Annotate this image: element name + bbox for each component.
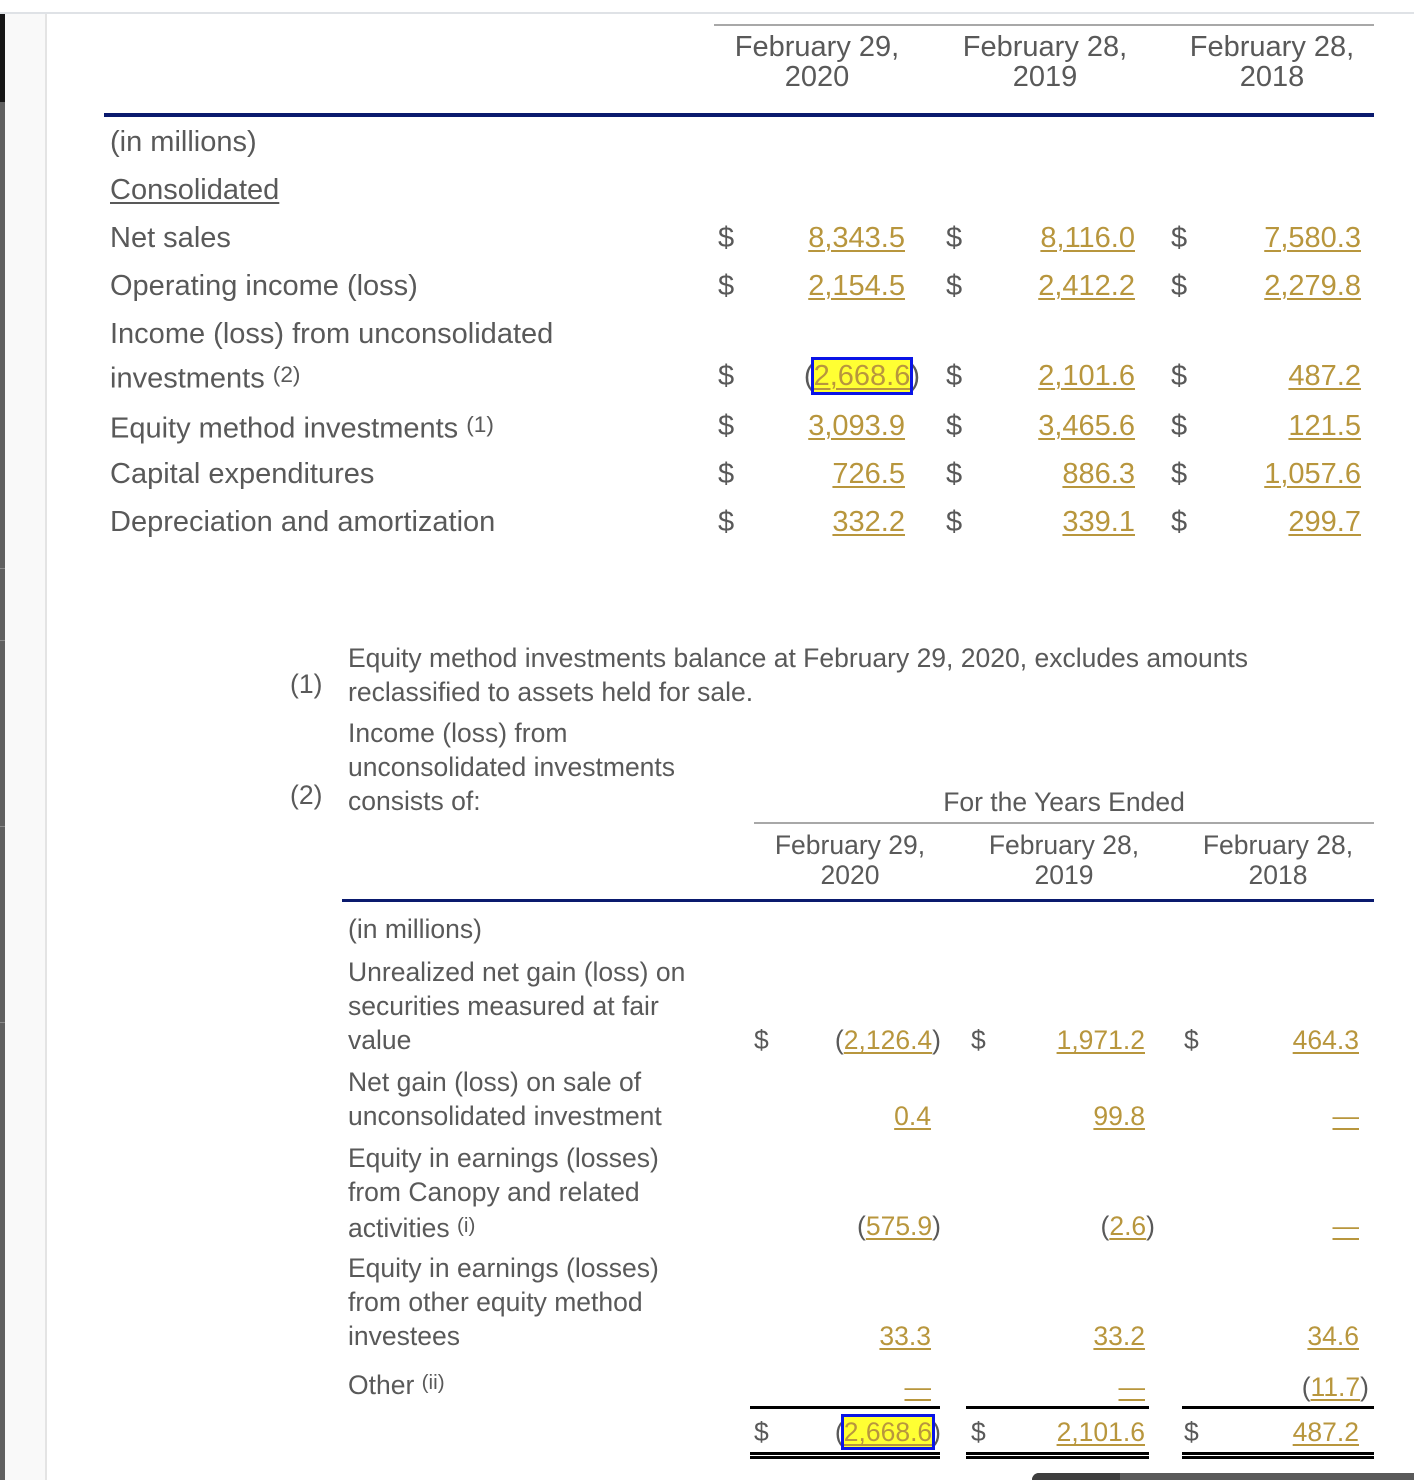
total-double-rule xyxy=(966,1452,1149,1459)
value-link[interactable]: 726.5 xyxy=(832,458,905,490)
window-top-border xyxy=(0,12,1414,14)
value-link[interactable]: 2,412.2 xyxy=(1038,270,1135,302)
row-label-line: Net gain (loss) on sale of xyxy=(348,1067,642,1097)
value-cell[interactable]: (2,126.4) xyxy=(834,1025,941,1055)
footnote-ref[interactable]: (i) xyxy=(457,1214,476,1237)
footnote-text-line1: Equity method investments balance at February 29, 2020, excludes amounts xyxy=(348,643,1249,673)
value-link[interactable]: 34.6 xyxy=(1307,1321,1359,1351)
value-link[interactable]: — xyxy=(1332,1101,1359,1131)
currency-symbol: $ xyxy=(971,1025,986,1055)
subtotal-rule xyxy=(966,1406,1149,1409)
currency-symbol: $ xyxy=(1171,360,1188,392)
subtotal-rule xyxy=(1182,1406,1374,1409)
column-header-line2: 2018 xyxy=(1239,61,1305,93)
section-label-consolidated: Consolidated xyxy=(110,174,280,206)
value-cell[interactable] xyxy=(1215,1415,1359,1449)
value-link[interactable]: 575.9 xyxy=(865,1211,933,1241)
value-cell[interactable] xyxy=(1215,409,1361,443)
currency-symbol: $ xyxy=(754,1025,769,1055)
column-header-2018 xyxy=(1180,830,1376,890)
group-header-rule xyxy=(754,822,1374,824)
value-cell[interactable] xyxy=(1215,505,1361,539)
row-label-line: investees xyxy=(348,1321,460,1351)
row-label-line: from Canopy and related xyxy=(348,1177,640,1207)
value-cell[interactable] xyxy=(990,221,1135,255)
row-label-line: securities measured at fair xyxy=(348,991,659,1021)
value-link[interactable]: 2,154.5 xyxy=(808,270,905,302)
value-link[interactable]: 299.7 xyxy=(1288,506,1361,538)
row-label-line: from other equity method xyxy=(348,1287,643,1317)
footnote-text-line2: reclassified to assets held for sale. xyxy=(348,677,754,707)
value-cell[interactable] xyxy=(1000,1099,1145,1133)
value-cell[interactable] xyxy=(760,269,905,303)
row-label-line: Equity in earnings (losses) xyxy=(348,1143,659,1173)
header-bottom-rule xyxy=(104,113,1374,117)
currency-symbol: $ xyxy=(718,222,735,254)
value-cell[interactable] xyxy=(790,1319,931,1353)
value-link[interactable]: 1,971.2 xyxy=(1056,1025,1145,1055)
row-label-line: Unrealized net gain (loss) on xyxy=(348,957,686,987)
currency-symbol: $ xyxy=(1171,458,1188,490)
scrollbar-thumb[interactable] xyxy=(1032,1473,1120,1480)
value-link[interactable]: 464.3 xyxy=(1292,1025,1359,1055)
value-cell[interactable] xyxy=(790,1099,931,1133)
column-header-line2: 2020 xyxy=(784,61,850,93)
value-link[interactable]: 3,465.6 xyxy=(1038,410,1135,442)
value-link[interactable]: 2,101.6 xyxy=(1056,1417,1145,1447)
currency-symbol: $ xyxy=(946,222,963,254)
value-link[interactable]: 2,279.8 xyxy=(1264,270,1361,302)
value-cell[interactable] xyxy=(760,221,905,255)
column-header-line1: February 28, xyxy=(988,830,1140,860)
value-cell[interactable] xyxy=(1215,1023,1359,1057)
value-cell[interactable] xyxy=(1000,1415,1145,1449)
value-cell[interactable] xyxy=(990,359,1135,393)
currency-symbol: $ xyxy=(1171,410,1188,442)
column-header-2019 xyxy=(944,32,1146,92)
highlighted-value-link[interactable]: 2,668.6 xyxy=(813,360,911,392)
header-bottom-rule xyxy=(342,899,1374,902)
value-link[interactable]: 2.6 xyxy=(1109,1211,1147,1241)
row-label-line: activities xyxy=(348,1213,450,1244)
row-label: Operating income (loss) xyxy=(110,270,418,302)
footnote-text-line1: Income (loss) from xyxy=(348,718,568,748)
value-cell[interactable] xyxy=(1215,1319,1359,1353)
value-link[interactable]: 33.3 xyxy=(879,1321,931,1351)
currency-symbol: $ xyxy=(946,270,963,302)
value-link[interactable]: 487.2 xyxy=(1292,1417,1359,1447)
value-link[interactable]: 7,580.3 xyxy=(1264,222,1361,254)
total-double-rule xyxy=(750,1452,940,1459)
column-header-line2: 2019 xyxy=(1012,61,1078,93)
footnote-ref[interactable]: (2) xyxy=(272,362,301,387)
value-link[interactable]: 487.2 xyxy=(1288,360,1361,392)
row-label-text: Equity method investments xyxy=(110,412,459,445)
column-header-line1: February 28, xyxy=(1202,830,1354,860)
currency-symbol: $ xyxy=(718,410,735,442)
value-link[interactable]: 11.7 xyxy=(1310,1372,1361,1402)
row-label-text: investments xyxy=(110,362,265,395)
currency-symbol: $ xyxy=(718,458,735,490)
column-header-line1: February 29, xyxy=(734,31,900,63)
value-cell[interactable] xyxy=(990,457,1135,491)
value-cell[interactable] xyxy=(1215,221,1361,255)
column-header-2018 xyxy=(1170,32,1374,92)
currency-symbol: $ xyxy=(718,506,735,538)
value-cell[interactable]: (2.6) xyxy=(1100,1211,1155,1241)
row-label-line: value xyxy=(348,1025,412,1055)
units-label: (in millions) xyxy=(110,126,257,158)
footnote-ref[interactable]: (ii) xyxy=(421,1371,445,1394)
value-cell[interactable] xyxy=(1000,1023,1145,1057)
footnote-marker: (1) xyxy=(290,669,323,699)
currency-symbol: $ xyxy=(1171,270,1188,302)
currency-symbol: $ xyxy=(1184,1417,1199,1447)
value-cell[interactable] xyxy=(1215,457,1361,491)
row-label-line: unconsolidated investment xyxy=(348,1101,662,1131)
currency-symbol: $ xyxy=(946,458,963,490)
value-link[interactable]: — xyxy=(1332,1211,1359,1241)
currency-symbol: $ xyxy=(946,506,963,538)
column-header-2020 xyxy=(716,32,918,92)
value-link[interactable]: 886.3 xyxy=(1062,458,1135,490)
value-cell[interactable] xyxy=(760,457,905,491)
value-cell[interactable] xyxy=(990,269,1135,303)
value-link[interactable]: 2,101.6 xyxy=(1038,360,1135,392)
value-cell[interactable] xyxy=(1215,269,1361,303)
footnote-text-line3: consists of: xyxy=(348,786,481,816)
column-header-2019 xyxy=(966,830,1162,890)
footnote-text-line2: unconsolidated investments xyxy=(348,752,676,782)
group-header: For the Years Ended xyxy=(943,787,1185,817)
row-label-line: Equity in earnings (losses) xyxy=(348,1253,659,1283)
currency-symbol: $ xyxy=(718,270,735,302)
document-gutter xyxy=(5,14,47,1480)
value-link[interactable]: 0.4 xyxy=(894,1101,931,1131)
value-link[interactable]: 8,116.0 xyxy=(1040,222,1135,254)
currency-symbol: $ xyxy=(1171,222,1188,254)
value-cell[interactable] xyxy=(1000,1319,1145,1353)
value-cell[interactable] xyxy=(760,505,905,539)
currency-symbol: $ xyxy=(971,1417,986,1447)
value-cell[interactable] xyxy=(990,505,1135,539)
total-double-rule xyxy=(1182,1452,1374,1459)
highlighted-total-link[interactable]: 2,668.6 xyxy=(843,1417,933,1447)
footnote-ref[interactable]: (1) xyxy=(466,412,494,437)
value-link[interactable]: 1,057.6 xyxy=(1264,458,1361,490)
value-link[interactable]: 33.2 xyxy=(1093,1321,1145,1351)
value-link[interactable]: — xyxy=(1118,1372,1145,1402)
value-cell[interactable] xyxy=(1000,1370,1145,1404)
value-link[interactable]: 121.5 xyxy=(1288,410,1361,442)
row-label xyxy=(110,408,494,446)
horizontal-scrollbar[interactable] xyxy=(1032,1473,1414,1480)
row-label-line: Other xyxy=(348,1370,415,1401)
value-link[interactable]: — xyxy=(904,1372,931,1402)
row-label: Depreciation and amortization xyxy=(110,506,496,538)
column-header-line1: February 28, xyxy=(1189,31,1355,63)
currency-symbol: $ xyxy=(946,360,963,392)
column-header-line1: February 28, xyxy=(962,31,1128,63)
currency-symbol: $ xyxy=(1184,1025,1199,1055)
value-cell[interactable] xyxy=(1215,1099,1359,1133)
value-cell[interactable]: (2,668.6) xyxy=(834,1417,941,1447)
column-header-line1: February 29, xyxy=(774,830,926,860)
value-cell[interactable] xyxy=(990,409,1135,443)
subtotal-rule xyxy=(750,1406,940,1409)
value-cell[interactable] xyxy=(1215,1209,1359,1243)
value-cell[interactable]: (11.7) xyxy=(1301,1372,1369,1402)
row-label: Capital expenditures xyxy=(110,458,375,490)
value-link[interactable]: 99.8 xyxy=(1093,1101,1145,1131)
currency-symbol: $ xyxy=(1171,506,1188,538)
units-label: (in millions) xyxy=(348,914,482,944)
value-cell[interactable] xyxy=(760,409,905,443)
value-cell[interactable]: (2,668.6) xyxy=(803,360,920,392)
value-link[interactable]: 3,093.9 xyxy=(808,410,905,442)
currency-symbol: $ xyxy=(946,410,963,442)
column-header-2020 xyxy=(752,830,948,890)
value-cell[interactable] xyxy=(790,1370,931,1404)
value-link[interactable]: 332.2 xyxy=(832,506,905,538)
row-label-line1: Income (loss) from unconsolidated xyxy=(110,318,554,350)
column-header-line2: 2020 xyxy=(820,860,880,890)
value-cell[interactable] xyxy=(1215,359,1361,393)
currency-symbol: $ xyxy=(754,1417,769,1447)
row-label xyxy=(110,358,300,396)
value-cell[interactable]: (575.9) xyxy=(857,1211,941,1241)
column-header-line2: 2019 xyxy=(1034,860,1094,890)
currency-symbol: $ xyxy=(718,360,735,392)
header-top-rule xyxy=(714,24,1374,26)
value-link[interactable]: 8,343.5 xyxy=(808,222,905,254)
column-header-line2: 2018 xyxy=(1248,860,1308,890)
value-link[interactable]: 2,126.4 xyxy=(843,1025,933,1055)
footnote-marker: (2) xyxy=(290,780,323,810)
value-link[interactable]: 339.1 xyxy=(1062,506,1135,538)
row-label: Net sales xyxy=(110,222,231,254)
